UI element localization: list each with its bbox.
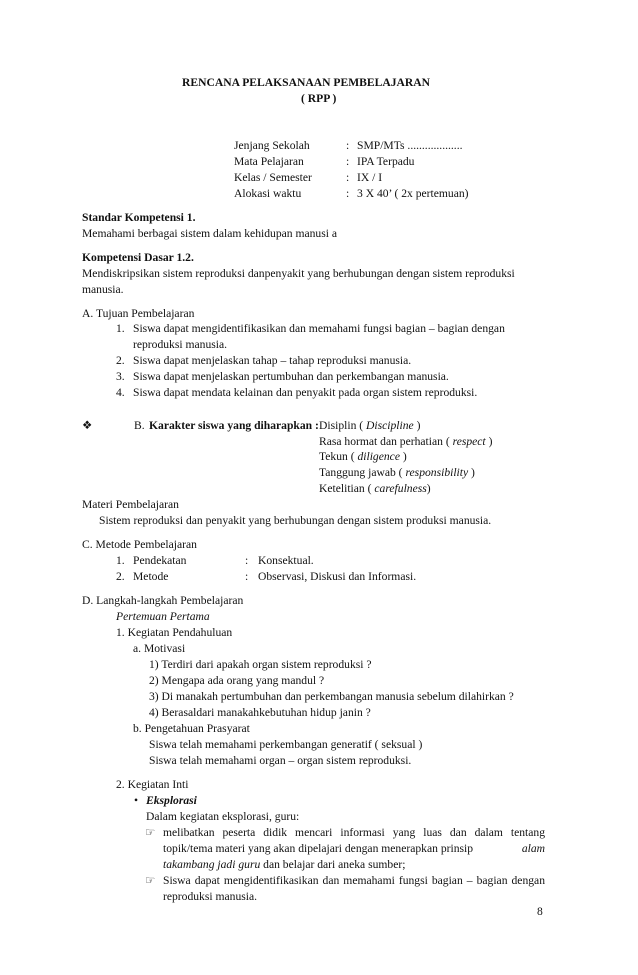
prasyarat-item: Siswa telah memahami perkembangan generatif ( seksual ) [149, 738, 423, 751]
tujuan-num: 3. [116, 370, 125, 383]
kd-text-line: Mendiskripsikan sistem reproduksi danpenyakit yang berhubungan dengan sistem reproduksi [82, 267, 515, 280]
tujuan-item: Siswa dapat mengidentifikasikan dan memahami fungsi bagian – bagian dengan [133, 322, 505, 335]
kd-text-line: manusia. [82, 283, 124, 296]
identity-sep: : [346, 139, 350, 152]
motivasi-item: 1) Terdiri dari apakah organ sistem reproduksi ? [149, 658, 372, 671]
karakter-item: Ketelitian ( carefulness) [319, 482, 431, 495]
eksplorasi-point-line: reproduksi manusia. [163, 890, 258, 903]
langkah-heading: D. Langkah-langkah Pembelajaran [82, 594, 244, 607]
motivasi-item: 4) Berasaldari manakahkebutuhan hidup janin ? [149, 706, 371, 719]
bullet-icon: • [134, 794, 139, 807]
karakter-item: Rasa hormat dan perhatian ( respect ) [319, 435, 493, 448]
inti-heading: 2. Kegiatan Inti [116, 778, 189, 791]
karakter-item: Disiplin ( Discipline ) [319, 419, 421, 432]
karakter-heading: Karakter siswa yang diharapkan : [149, 419, 319, 432]
pointing-hand-icon: ☞ [145, 874, 156, 887]
eksplorasi-point-line: topik/tema materi yang akan dipelajari dengan menerapkan prinsip alam [163, 842, 545, 855]
tujuan-num: 2. [116, 354, 125, 367]
metode-heading: C. Metode Pembelajaran [82, 538, 197, 551]
metode-sep: : [245, 554, 249, 567]
karakter-prefix: B. [134, 419, 145, 432]
identity-label: Jenjang Sekolah [234, 139, 310, 152]
materi-heading: Materi Pembelajaran [82, 498, 179, 511]
tujuan-item: Siswa dapat menjelaskan pertumbuhan dan perkembangan manusia. [133, 370, 449, 383]
prasyarat-heading: b. Pengetahuan Prasyarat [133, 722, 250, 735]
identity-label: Alokasi waktu [234, 187, 302, 200]
metode-label: Metode [133, 570, 169, 583]
eksplorasi-point-line: takambang jadi guru dan belajar dari aneka sumber; [163, 858, 406, 871]
identity-value: 3 X 40’ ( 2x pertemuan) [357, 187, 469, 200]
motivasi-item: 3) Di manakah pertumbuhan dan perkembangan manusia sebelum dilahirkan ? [149, 690, 514, 703]
identity-sep: : [346, 187, 350, 200]
prasyarat-item: Siswa telah memahami organ – organ sistem reproduksi. [149, 754, 412, 767]
tujuan-item-cont: reproduksi manusia. [133, 338, 228, 351]
motivasi-heading: a. Motivasi [133, 642, 186, 655]
eksplorasi-point-line: Siswa dapat mengidentifikasikan dan memahami fungsi bagian – bagian dengan [163, 874, 545, 887]
eksplorasi-intro: Dalam kegiatan eksplorasi, guru: [146, 810, 300, 823]
motivasi-item: 2) Mengapa ada orang yang mandul ? [149, 674, 325, 687]
identity-sep: : [346, 155, 350, 168]
metode-label: Pendekatan [133, 554, 187, 567]
identity-value: IX / I [357, 171, 383, 184]
metode-sep: : [245, 570, 249, 583]
karakter-item: Tanggung jawab ( responsibility ) [319, 466, 475, 479]
metode-value: Konsektual. [258, 554, 314, 567]
identity-value: SMP/MTs ................... [357, 139, 463, 152]
tujuan-item: Siswa dapat menjelaskan tahap – tahap reproduksi manusia. [133, 354, 412, 367]
karakter-item: Tekun ( diligence ) [319, 450, 407, 463]
metode-num: 1. [116, 554, 125, 567]
tujuan-num: 1. [116, 322, 125, 335]
identity-value: IPA Terpadu [357, 155, 415, 168]
tujuan-heading: A. Tujuan Pembelajaran [82, 307, 195, 320]
pendahuluan-heading: 1. Kegiatan Pendahuluan [116, 626, 233, 639]
meeting-label: Pertemuan Pertama [116, 610, 210, 623]
materi-text: Sistem reproduksi dan penyakit yang berhubungan dengan sistem produksi manusia. [99, 514, 492, 527]
identity-label: Kelas / Semester [234, 171, 312, 184]
identity-label: Mata Pelajaran [234, 155, 304, 168]
tujuan-item: Siswa dapat mendata kelainan dan penyakit pada organ sistem reproduksi. [133, 386, 478, 399]
kd-heading: Kompetensi Dasar 1.2. [82, 251, 194, 264]
metode-num: 2. [116, 570, 125, 583]
sk-heading: Standar Kompetensi 1. [82, 211, 196, 224]
diamond-bullet-icon: ❖ [82, 419, 93, 432]
identity-sep: : [346, 171, 350, 184]
eksplorasi-heading: Eksplorasi [146, 794, 197, 807]
pointing-hand-icon: ☞ [145, 826, 156, 839]
title-line-1: RENCANA PELAKSANAAN PEMBELAJARAN [182, 76, 430, 89]
eksplorasi-point-line: melibatkan peserta didik mencari informasi yang luas dan dalam tentang [163, 826, 545, 839]
title-line-2: ( RPP ) [301, 92, 337, 105]
sk-text: Memahami berbagai sistem dalam kehidupan manusi a [82, 227, 337, 240]
metode-value: Observasi, Diskusi dan Informasi. [258, 570, 417, 583]
page-number: 8 [537, 905, 543, 918]
tujuan-num: 4. [116, 386, 125, 399]
